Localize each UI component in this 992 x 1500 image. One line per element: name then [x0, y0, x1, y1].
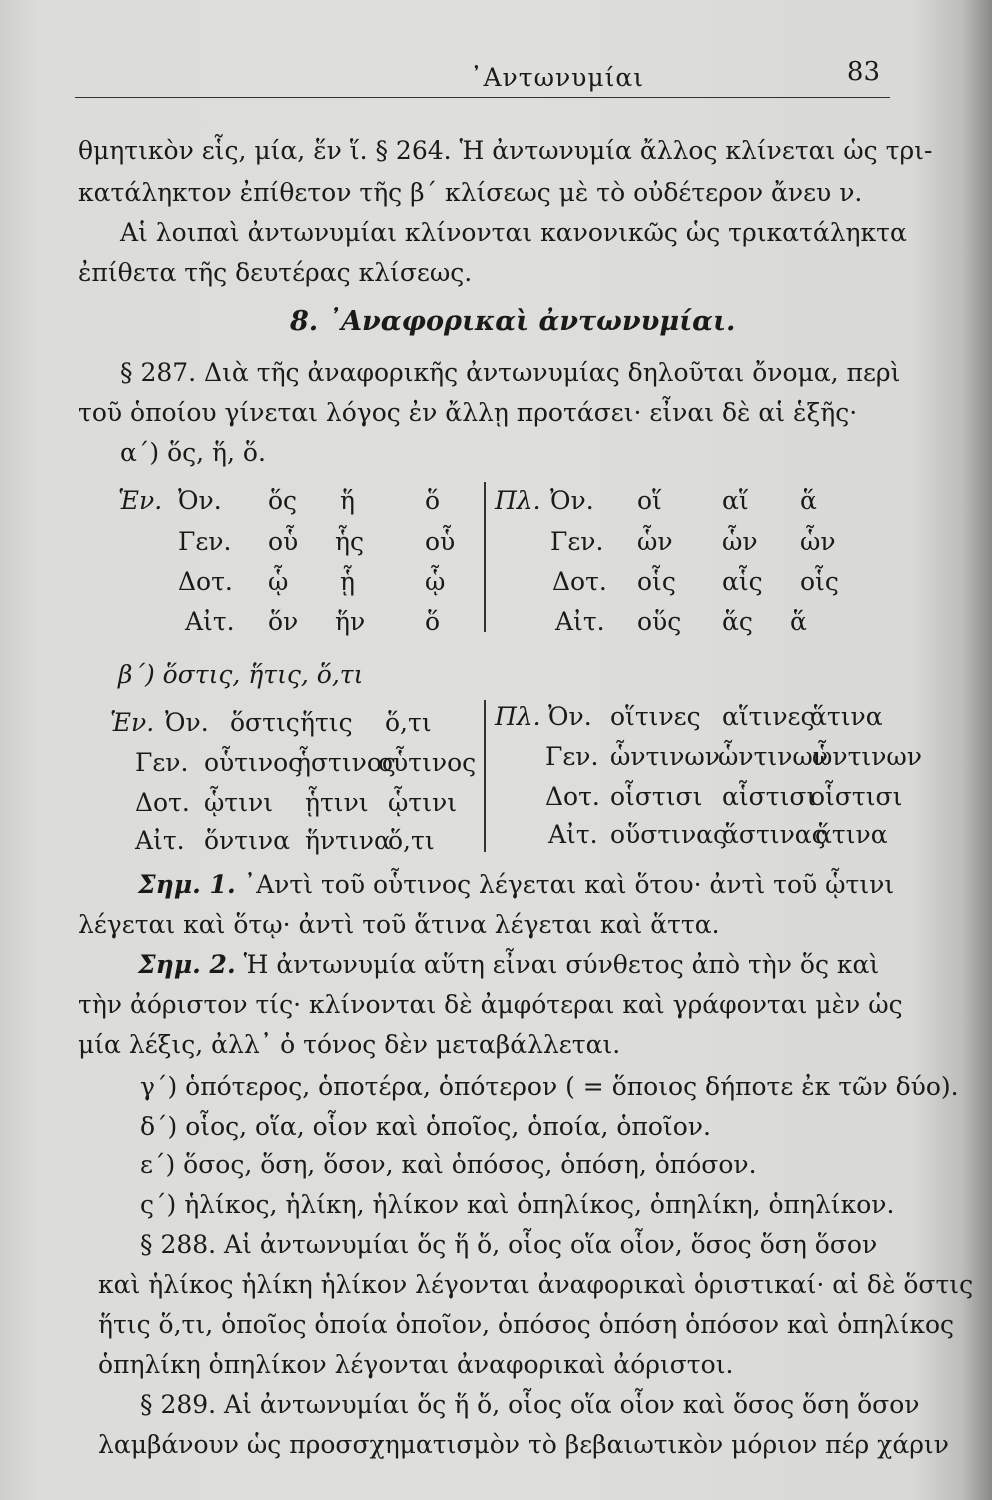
table-cell: οὗ: [425, 527, 456, 556]
page-number: 83: [846, 57, 880, 87]
case-label: Γεν.: [550, 527, 604, 556]
table-cell: ὅ: [425, 486, 441, 515]
table-cell: οἷστισι: [810, 782, 903, 811]
table-cell: ᾗτινι: [305, 788, 369, 817]
table-cell: ὧν: [637, 527, 673, 556]
p288-line-4: ὁπηλίκη ὁπηλίκον λέγονται ἀναφορικαὶ ἀόριστοι.: [98, 1350, 734, 1379]
table-cell: ᾧτινι: [204, 788, 274, 817]
table-cell: ἧστινος: [296, 748, 396, 777]
p287-line-1: § 287. Διὰ τῆς ἀναφορικῆς ἀντωνυμίας δηλοῦται ὄνομα, περὶ: [120, 358, 901, 387]
table-cell: ἅτινα: [810, 702, 883, 731]
table-cell: ᾧ: [268, 567, 289, 596]
note-1-line-2: λέγεται καὶ ὅτῳ· ἀντὶ τοῦ ἅτινα λέγεται καὶ ἅττα.: [78, 910, 720, 939]
table-cell: οὕστινας: [610, 820, 728, 849]
intro-line-1: θμητικὸν εἷς, μία, ἕν ἵ. § 264. Ἡ ἀντωνυμία ἄλλος κλίνεται ὡς τρι-: [78, 136, 933, 165]
note-2-line-1: [138, 950, 879, 980]
table-cell: αἷστισι: [722, 782, 817, 811]
table-cell: ὅστις: [230, 708, 300, 737]
page-header: [75, 55, 890, 98]
table-cell: ἅ: [800, 486, 817, 515]
p289-line-2: λαμβάνουν ὡς προσσχηματισμὸν τὸ βεβαιωτικὸν μόριον πέρ χάριν: [98, 1430, 949, 1459]
note-1-line-1: [138, 870, 894, 900]
note-2-label: Σημ. 2.: [138, 950, 236, 979]
singular-label: Ἑν.: [118, 486, 163, 515]
plural-label: Πλ.: [495, 702, 541, 731]
table-cell: ὧντινων: [610, 742, 720, 771]
case-label: Αἰτ.: [555, 607, 605, 636]
case-label: Ὀν.: [548, 702, 592, 731]
table-cell: ὅ,τι: [388, 826, 435, 855]
note-2-line-2: τὴν ἀόριστον τίς· κλίνονται δὲ ἀμφότεραι καὶ γράφονται μὲν ὡς: [78, 990, 903, 1019]
table-cell: ὅντινα: [204, 826, 290, 855]
table-cell: ἥν: [335, 607, 366, 636]
case-label: Αἰτ.: [135, 826, 185, 855]
p287-line-2: τοῦ ὁποίου γίνεται λόγος ἐν ἄλλῃ προτάσει· εἶναι δὲ αἱ ἑξῆς·: [78, 398, 858, 427]
case-label: Ὀν.: [550, 486, 594, 515]
table-cell: ὧν: [722, 527, 758, 556]
table-cell: ὧντινων: [718, 742, 828, 771]
running-title: ᾿Αντωνυμίαι: [470, 63, 645, 92]
table-cell: οἵτινες: [610, 702, 701, 731]
column-divider: [484, 482, 486, 632]
case-label: Γεν.: [545, 742, 599, 771]
table-cell: ἅτινα: [815, 820, 888, 849]
table-cell: ᾧ: [425, 567, 446, 596]
column-divider: [484, 700, 486, 852]
singular-label: Ἑν.: [110, 708, 155, 737]
section-heading: 8. ᾿Αναφορικαὶ ἀντωνυμίαι.: [290, 306, 736, 337]
note-1-label: Σημ. 1.: [138, 870, 236, 899]
plural-label: Πλ.: [495, 486, 541, 515]
case-label: Δοτ.: [552, 567, 607, 596]
p288-line-2: καὶ ἡλίκος ἡλίκη ἡλίκον λέγονται ἀναφορικαὶ ὁριστικαί· αἱ δὲ ὅστις: [98, 1270, 974, 1299]
table-cell: οὗτινος: [204, 748, 303, 777]
table-cell: οἷς: [800, 567, 839, 596]
table-cell: οὗ: [268, 527, 299, 556]
p288-line-1: § 288. Αἱ ἀντωνυμίαι ὅς ἥ ὅ, οἷος οἵα οἷον, ὅσος ὅση ὅσον: [140, 1230, 878, 1259]
table-cell: ἅς: [722, 607, 753, 636]
note-1-text: ᾿Αντὶ τοῦ οὗτινος λέγεται καὶ ὅτου· ἀντὶ τοῦ ᾧτινι: [243, 870, 895, 899]
case-label: Αἰτ.: [185, 607, 235, 636]
intro-line-4: ἐπίθετα τῆς δευτέρας κλίσεως.: [78, 258, 473, 287]
table-cell: ὅ,τι: [385, 708, 432, 737]
intro-line-2: κατάληκτον ἐπίθετον τῆς β΄ κλίσεως μὲ τὸ οὐδέτερον ἄνευ ν.: [78, 178, 863, 207]
case-label: Αἰτ.: [548, 820, 598, 849]
case-label: Ὀν.: [178, 486, 222, 515]
p287-line-3: α΄) ὅς, ἥ, ὅ.: [120, 438, 266, 467]
table-cell: ἧς: [335, 527, 364, 556]
case-label: Δοτ.: [545, 782, 600, 811]
table-cell: ᾗ: [340, 567, 355, 596]
list-item-epsilon: ε΄) ὅσος, ὅση, ὅσον, καὶ ὁπόσος, ὁπόση, ὁπόσον.: [140, 1150, 757, 1179]
table-cell: οἷστισι: [610, 782, 703, 811]
table-cell: οὕς: [637, 607, 682, 636]
case-label: Δοτ.: [178, 567, 233, 596]
table-cell: ἥ: [340, 486, 355, 515]
list-item-stigma: ς΄) ἡλίκος, ἡλίκη, ἡλίκον καὶ ὁπηλίκος, ὁπηλίκη, ὁπηλίκον.: [140, 1190, 895, 1219]
table-cell: ᾧτινι: [388, 788, 458, 817]
case-label: Ὀν.: [165, 708, 209, 737]
case-label: Δοτ.: [135, 788, 190, 817]
table-cell: ὧν: [800, 527, 836, 556]
table-cell: αἵτινες: [722, 702, 815, 731]
table-cell: ἥντινα: [305, 826, 391, 855]
table-cell: αἵ: [722, 486, 749, 515]
table-cell: ὅς: [268, 486, 298, 515]
p289-line-1: § 289. Αἱ ἀντωνυμίαι ὅς ἥ ὅ, οἷος οἵα οἷον καὶ ὅσος ὅση ὅσον: [140, 1390, 920, 1419]
p288-line-3: ἥτις ὅ,τι, ὁποῖος ὁποία ὁποῖον, ὁπόσος ὁπόση ὁπόσον καὶ ὁπηλίκος: [98, 1310, 955, 1339]
case-label: Γεν.: [178, 527, 232, 556]
note-2-line-3: μία λέξις, ἀλλ᾽ ὁ τόνος δὲν μεταβάλλεται.: [78, 1030, 621, 1059]
list-item-delta: δ΄) οἷος, οἵα, οἷον καὶ ὁποῖος, ὁποία, ὁποῖον.: [140, 1112, 711, 1141]
table-cell: ὅ: [425, 607, 441, 636]
note-2-text: Ἡ ἀντωνυμία αὕτη εἶναι σύνθετος ἀπὸ τὴν ὅς καὶ: [243, 950, 880, 979]
table-cell: οἷς: [637, 567, 676, 596]
beta-heading: β΄) ὅστις, ἥτις, ὅ,τι: [118, 660, 364, 689]
table-cell: ὅν: [268, 607, 299, 636]
table-cell: ἅστινας: [722, 820, 826, 849]
list-item-gamma: γ΄) ὁπότερος, ὁποτέρα, ὁπότερον ( = ὅποιος δήποτε ἐκ τῶν δύο).: [140, 1072, 959, 1101]
table-cell: ἥτις: [300, 708, 353, 737]
intro-line-3: Αἱ λοιπαὶ ἀντωνυμίαι κλίνονται κανονικῶς ὡς τρικατάληκτα: [120, 218, 907, 247]
table-cell: ὧντινων: [812, 742, 922, 771]
table-cell: οἵ: [637, 486, 662, 515]
table-cell: οὗτινος: [378, 748, 477, 777]
case-label: Γεν.: [135, 748, 189, 777]
table-cell: ἅ: [790, 607, 807, 636]
table-cell: αἷς: [722, 567, 763, 596]
